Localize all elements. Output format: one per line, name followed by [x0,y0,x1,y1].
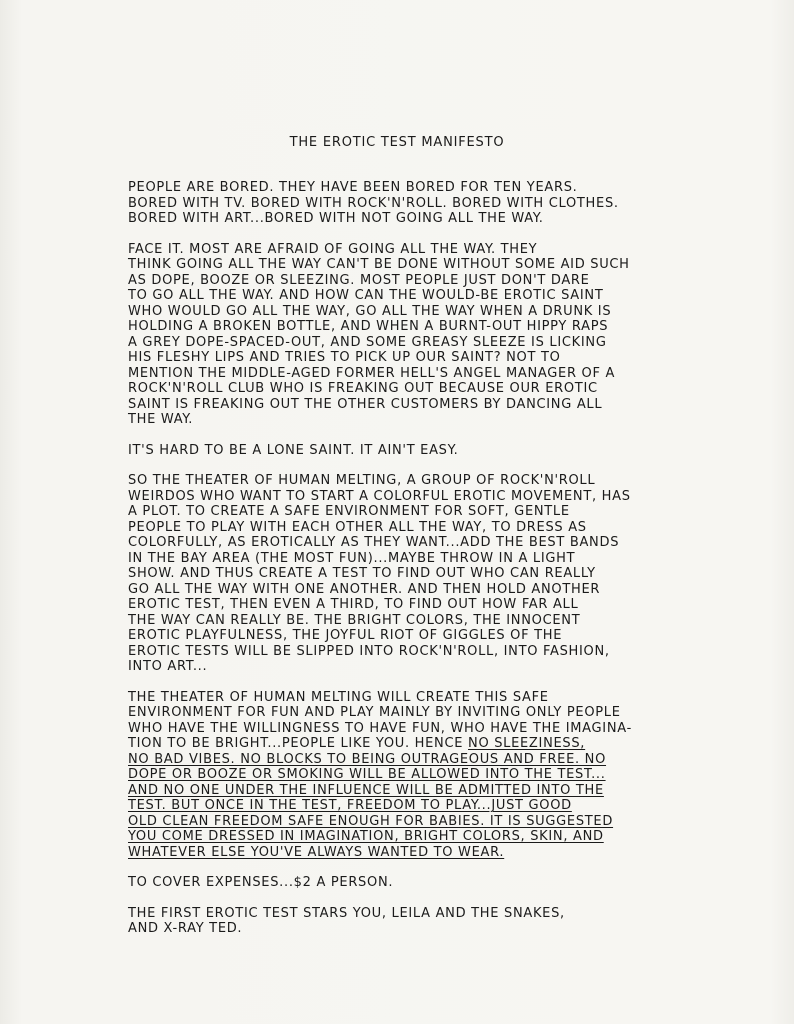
paragraph-5-underlined-text: NO SLEEZINESS, NO BAD VIBES. NO BLOCKS TO BEING OUTRAGEOUS AND FREE. NO DOPE OR BOOZE OR SMOKING WILL BE ALLOWED INTO THE TEST... AND NO ONE UNDER THE INFLUENCE WILL BE ADMITTED INTO THE TEST. BUT ONCE IN THE TEST, FREEDOM TO PLAY...JUST GOOD OLD CLEAN FREEDOM SAFE ENOUGH FOR BABIES. IT IS SUGGESTED YOU COME DRESSED IN IMAGINATION, BRIGHT COLORS, SKIN, AND WHATEVER ELSE YOU'VE ALWAYS WANTED TO WEAR. [128,736,614,860]
paragraph-3: IT'S HARD TO BE A LONE SAINT. IT AIN'T EASY. [128,442,459,458]
paragraph-7: THE FIRST EROTIC TEST STARS YOU, LEILA AND THE SNAKES, AND X-RAY TED. [128,905,565,936]
paragraph-5-plain-text: THE THEATER OF HUMAN MELTING WILL CREATE THIS SAFE ENVIRONMENT FOR FUN AND PLAY MAINLY BY INVITING ONLY PEOPLE WHO HAVE THE WILLINGNESS TO HAVE FUN, WHO HAVE THE IMAGINA- TION TO BE BRIGHT...PEOPLE LIKE YOU. HENCE [128,689,632,751]
paragraph-6: TO COVER EXPENSES...$2 A PERSON. [128,875,394,890]
paragraph-4: SO THE THEATER OF HUMAN MELTING, A GROUP OF ROCK'N'ROLL WEIRDOS WHO WANT TO START A COLORFUL EROTIC MOVEMENT, HAS A PLOT. TO CREATE A SAFE ENVIRONMENT FOR SOFT, GENTLE PEOPLE TO PLAY WITH EACH OTHER ALL THE WAY, TO DRESS AS COLORFULLY, AS EROTICALLY AS THEY WANT...ADD THE BEST BANDS IN THE BAY AREA (THE MOST FUN)...MAYBE THROW IN A LIGHT SHOW. AND THUS CREATE A TEST TO FIND OUT WHO CAN REALLY GO ALL THE WAY WITH ONE ANOTHER. AND THEN HOLD ANOTHER EROTIC TEST, THEN EVEN A THIRD, TO FIND OUT HOW FAR ALL THE WAY CAN REALLY BE. THE BRIGHT COLORS, THE INNOCENT EROTIC PLAYFULNESS, THE JOYFUL RIOT OF GIGGLES OF THE EROTIC TESTS WILL BE SLIPPED INTO ROCK'N'ROLL, INTO FASHION, INTO ART... [128,473,631,674]
paragraph-1: PEOPLE ARE BORED. THEY HAVE BEEN BORED FOR TEN YEARS. BORED WITH TV. BORED WITH ROCK'N'ROLL. BORED WITH CLOTHES. BORED WITH ART...BORED WITH NOT GOING ALL THE WAY. [128,180,619,226]
document-title: THE EROTIC TEST MANIFESTO [289,135,505,150]
paragraph-2: FACE IT. MOST ARE AFRAID OF GOING ALL THE WAY. THEY THINK GOING ALL THE WAY CAN'T BE DONE WITHOUT SOME AID SUCH AS DOPE, BOOZE OR SLEEZING. MOST PEOPLE JUST DON'T DARE TO GO ALL THE WAY. AND HOW CAN THE WOULD-BE EROTIC SAINT WHO WOULD GO ALL THE WAY, GO ALL THE WAY WHEN A DRUNK IS HOLDING A BROKEN BOTTLE, AND WHEN A BURNT-OUT HIPPY RAPS A GREY DOPE-SPACED-OUT, AND SOME GREASY SLEEZE IS LICKING HIS FLESHY LIPS AND TRIES TO PICK UP OUR SAINT? NOT TO MENTION THE MIDDLE-AGED FORMER HELL'S ANGEL MANAGER OF A ROCK'N'ROLL CLUB WHO IS FREAKING OUT BECAUSE OUR EROTIC SAINT IS FREAKING OUT THE OTHER CUSTOMERS BY DANCING ALL THE WAY. [128,241,630,427]
document-body [128,180,748,952]
paragraph-5 [128,690,748,861]
